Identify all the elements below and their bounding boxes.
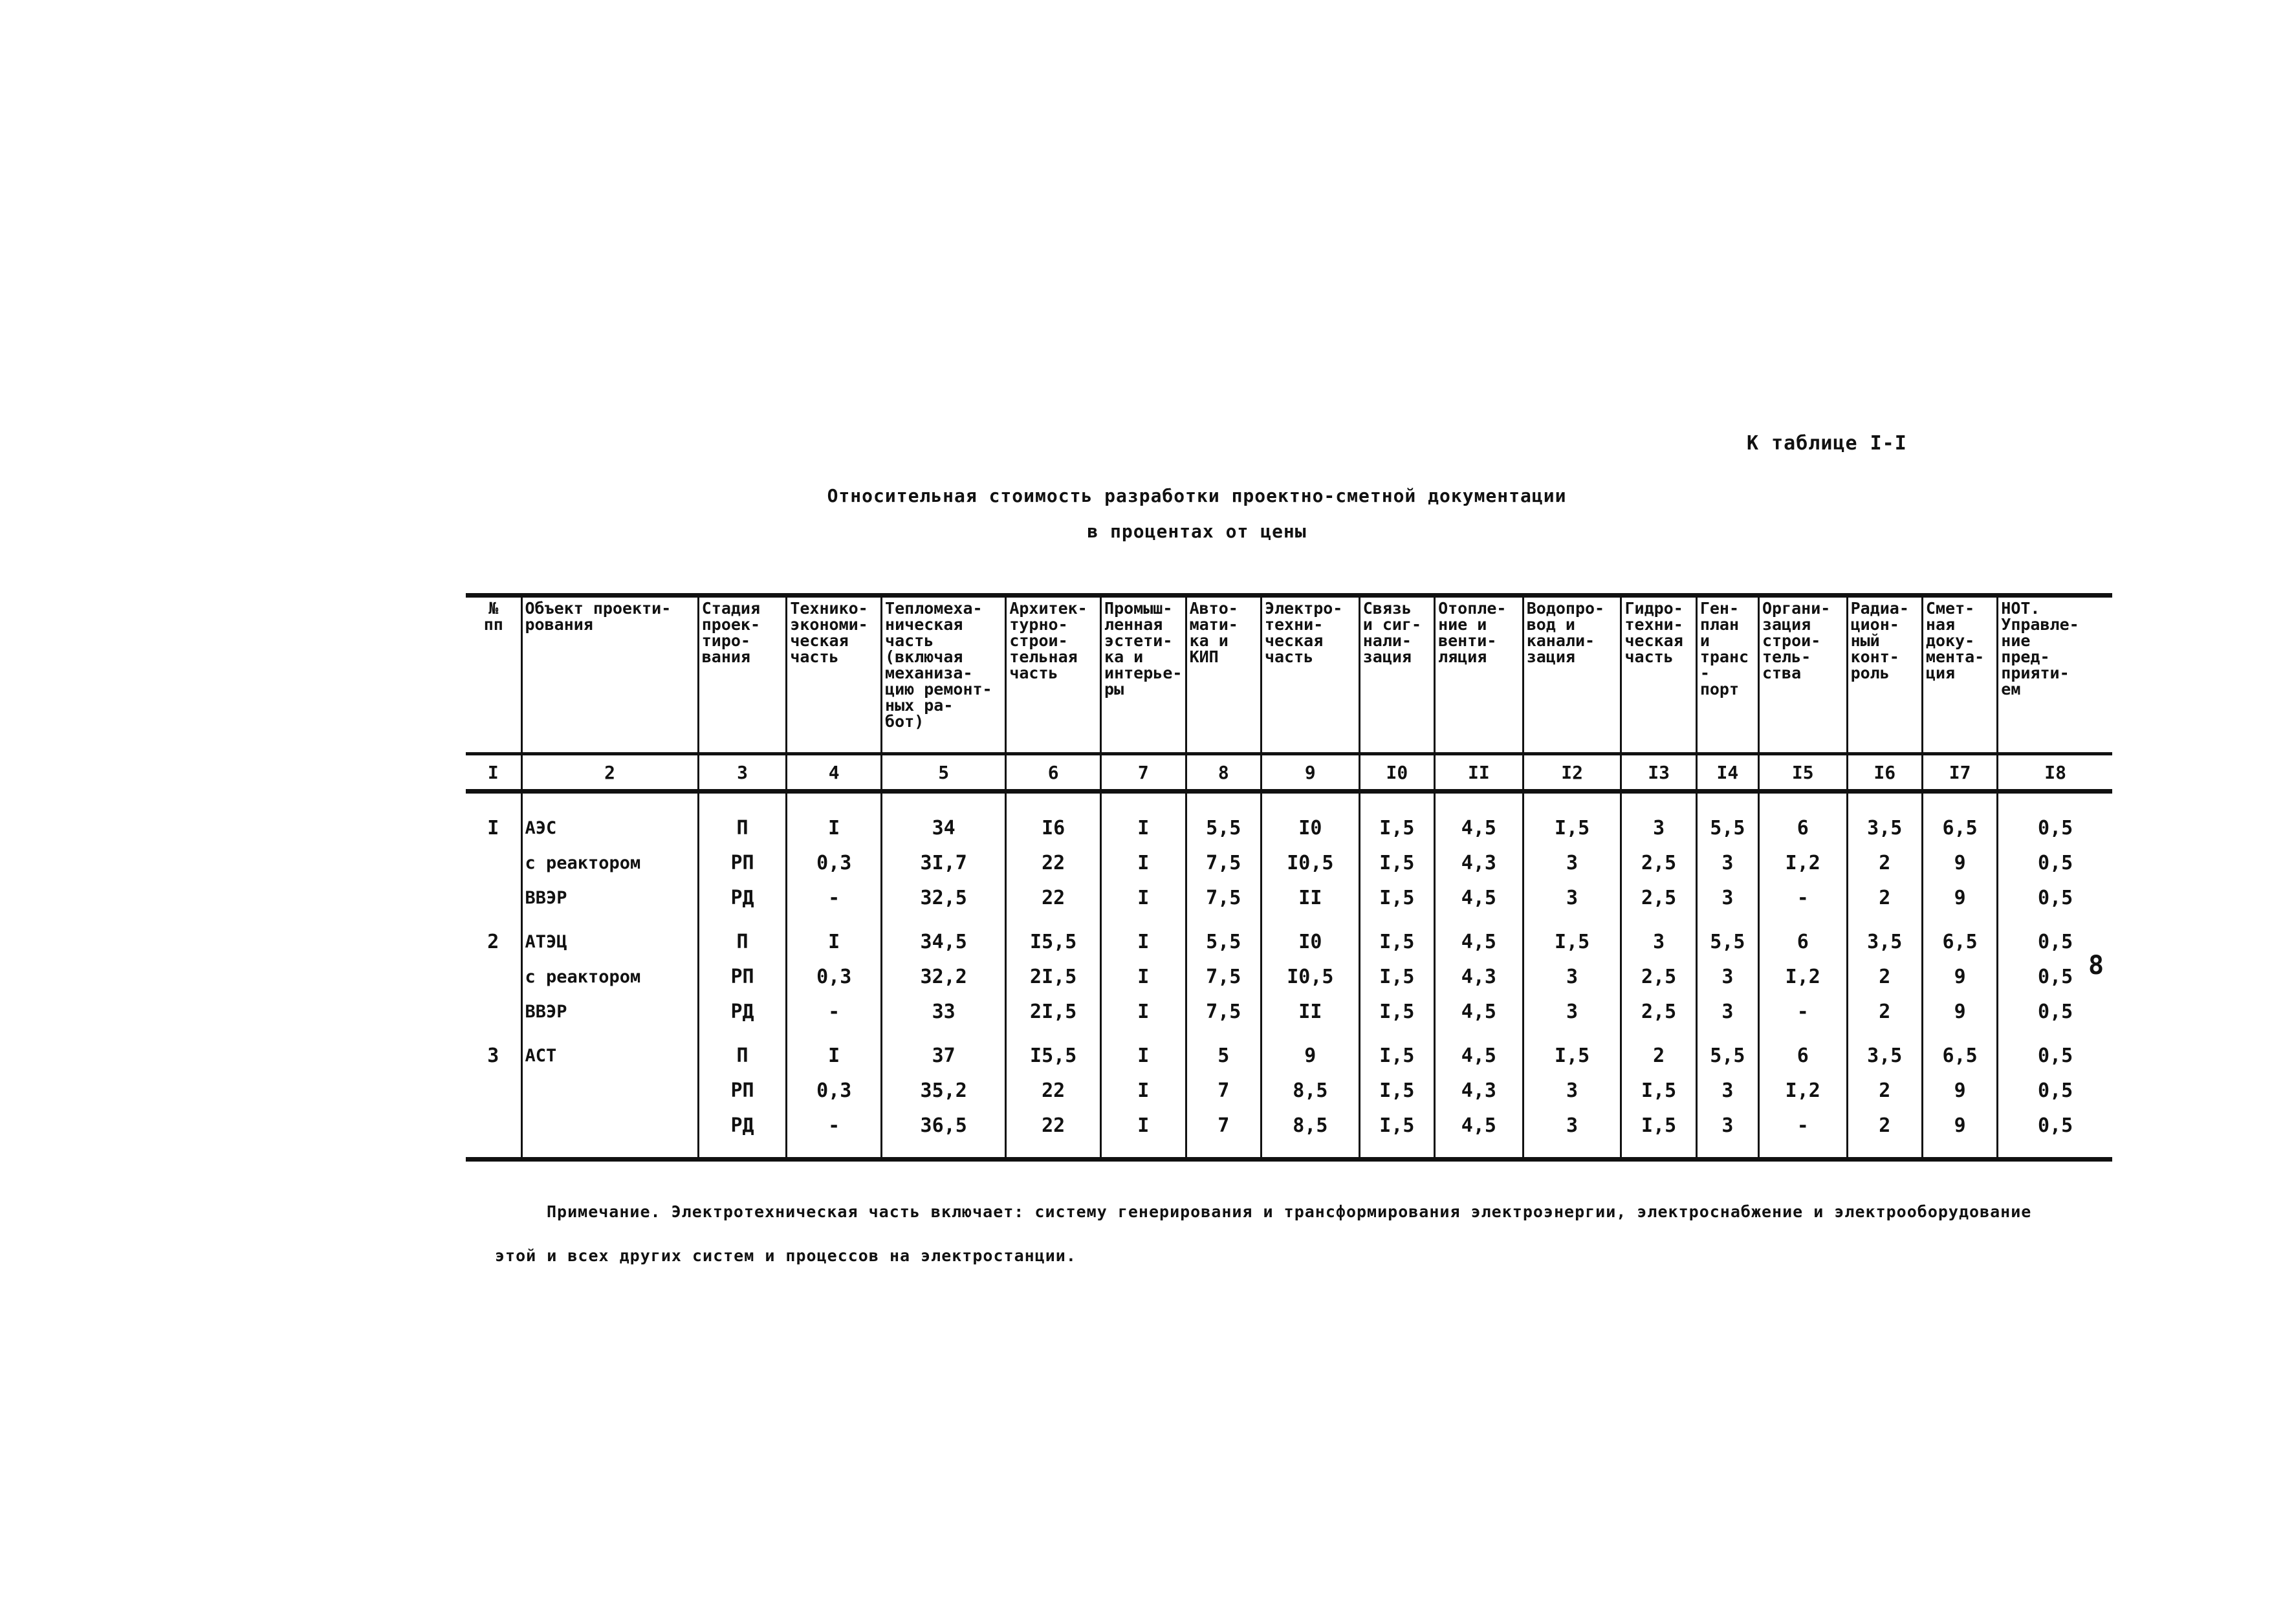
table-cell: 5 — [1186, 1029, 1261, 1073]
table-cell: - — [1758, 994, 1847, 1029]
table-cell: 22 — [1006, 1108, 1101, 1160]
footnote-line: Примечание. Электротехническая часть включает: систему генерирования и трансформирования электроэнергии, электроснабжение и электрооборудование — [547, 1202, 2032, 1221]
table-row — [466, 845, 2112, 880]
column-header: НОТ. Управле- ние пред- прияти- ем — [1998, 596, 2112, 754]
table-cell: II — [1261, 994, 1359, 1029]
table-cell: 2,5 — [1621, 994, 1696, 1029]
table-cell: 0,5 — [1998, 1108, 2112, 1160]
table-cell: I — [1101, 801, 1186, 845]
table-cell — [466, 1108, 521, 1160]
column-header: Органи- зация строи- тель- ства — [1758, 596, 1847, 754]
table-cell: 3 — [1696, 1108, 1758, 1160]
table-cell: 2 — [1847, 1073, 1922, 1108]
footnote-line: этой и всех других систем и процессов на электростанции. — [495, 1246, 1076, 1265]
cost-table — [466, 593, 2112, 1162]
table-cell: 9 — [1922, 880, 1997, 915]
column-number: 7 — [1101, 754, 1186, 792]
table-cell: 6 — [1758, 801, 1847, 845]
table-cell: 4,5 — [1435, 1108, 1524, 1160]
table-cell: 0,5 — [1998, 801, 2112, 845]
table-cell: I,5 — [1359, 1029, 1434, 1073]
table-cell: I,5 — [1523, 1029, 1621, 1073]
table-cell: 37 — [882, 1029, 1006, 1073]
object-cell — [521, 1108, 698, 1160]
table-cell: 9 — [1922, 994, 1997, 1029]
column-header: Авто- мати- ка и КИП — [1186, 596, 1261, 754]
table-cell: 3 — [1696, 880, 1758, 915]
table-cell: 3 — [1523, 994, 1621, 1029]
table-row — [466, 1108, 2112, 1160]
table-cell: 3 — [1696, 1073, 1758, 1108]
table-cell: 3 — [1621, 801, 1696, 845]
column-number: 5 — [882, 754, 1006, 792]
table-cell: РП — [698, 959, 787, 994]
column-number: I6 — [1847, 754, 1922, 792]
column-header: № пп — [466, 596, 521, 754]
table-cell: I — [1101, 880, 1186, 915]
table-cell — [466, 880, 521, 915]
table-cell: 4,3 — [1435, 1073, 1524, 1108]
table-cell: 6,5 — [1922, 801, 1997, 845]
table-cell: 0,5 — [1998, 1029, 2112, 1073]
column-number: I — [466, 754, 521, 792]
column-number: I0 — [1359, 754, 1434, 792]
table-cell: 3 — [1523, 1073, 1621, 1108]
table-cell: I5,5 — [1006, 1029, 1101, 1073]
table-cell: 0,5 — [1998, 845, 2112, 880]
column-number: I4 — [1696, 754, 1758, 792]
table-cell: I — [787, 1029, 882, 1073]
table-cell: 3,5 — [1847, 801, 1922, 845]
table-cell: I,2 — [1758, 1073, 1847, 1108]
table-cell: I,2 — [1758, 959, 1847, 994]
table-cell: 33 — [882, 994, 1006, 1029]
table-cell: 7 — [1186, 1073, 1261, 1108]
table-cell: - — [1758, 1108, 1847, 1160]
table-cell: I — [1101, 1108, 1186, 1160]
document-title: Относительная стоимость разработки проектно-сметной документации — [827, 485, 1567, 506]
header-row — [466, 596, 2112, 754]
table-cell: I — [1101, 1073, 1186, 1108]
table-cell: 4,3 — [1435, 959, 1524, 994]
table-cell: I,5 — [1523, 915, 1621, 959]
table-cell: 4,5 — [1435, 994, 1524, 1029]
table-cell: 2,5 — [1621, 880, 1696, 915]
table-cell: I,5 — [1359, 801, 1434, 845]
table-cell: 7,5 — [1186, 959, 1261, 994]
column-number: I7 — [1922, 754, 1997, 792]
column-number-row — [466, 754, 2112, 792]
table-cell: 35,2 — [882, 1073, 1006, 1108]
table-row — [466, 959, 2112, 994]
table-cell: 3 — [1523, 845, 1621, 880]
table-cell: 4,5 — [1435, 1029, 1524, 1073]
object-cell: ВВЭР — [521, 880, 698, 915]
table-cell: 0,5 — [1998, 880, 2112, 915]
table-cell: 32,2 — [882, 959, 1006, 994]
table-cell: П — [698, 915, 787, 959]
table-cell: I — [1101, 994, 1186, 1029]
table-body — [466, 792, 2112, 1160]
table-cell: 5,5 — [1186, 801, 1261, 845]
table-cell: I,5 — [1359, 994, 1434, 1029]
column-number: I8 — [1998, 754, 2112, 792]
column-header: Архитек- турно- строи- тельная часть — [1006, 596, 1101, 754]
column-header: Гидро- техни- ческая часть — [1621, 596, 1696, 754]
table-cell: 2 — [1847, 994, 1922, 1029]
table-cell: I,5 — [1359, 959, 1434, 994]
table-cell: 22 — [1006, 1073, 1101, 1108]
table-cell: 2I,5 — [1006, 994, 1101, 1029]
table-cell: 0,3 — [787, 959, 882, 994]
table-cell: 34,5 — [882, 915, 1006, 959]
column-header: Смет- ная доку- мента- ция — [1922, 596, 1997, 754]
table-cell: 3 — [1696, 959, 1758, 994]
table-cell: I6 — [1006, 801, 1101, 845]
table-cell: 0,5 — [1998, 915, 2112, 959]
table-cell: - — [787, 880, 882, 915]
column-header: Технико- экономи- ческая часть — [787, 596, 882, 754]
column-number: II — [1435, 754, 1524, 792]
table-cell: I — [787, 915, 882, 959]
table-cell: I — [487, 816, 499, 839]
column-header: Тепломеха- ническая часть (включая механиза- цию ремонт- ных ра- бот) — [882, 596, 1006, 754]
object-cell: ВВЭР — [521, 994, 698, 1029]
column-header: Отопле- ние и венти- ляция — [1435, 596, 1524, 754]
column-number: 2 — [521, 754, 698, 792]
table-cell: I — [1101, 915, 1186, 959]
table-cell: 2 — [1621, 1029, 1696, 1073]
table-cell: I — [787, 801, 882, 845]
footnote — [495, 1190, 2099, 1278]
table-cell: 0,5 — [1998, 959, 2112, 994]
table-cell: 5,5 — [1696, 915, 1758, 959]
table-cell: 4,5 — [1435, 801, 1524, 845]
table-cell: 7,5 — [1186, 994, 1261, 1029]
table-cell: 22 — [1006, 880, 1101, 915]
column-number: 8 — [1186, 754, 1261, 792]
table-cell: 5,5 — [1186, 915, 1261, 959]
column-number: 9 — [1261, 754, 1359, 792]
table-cell: 2,5 — [1621, 845, 1696, 880]
object-cell: АТЭЦ — [521, 915, 698, 959]
column-header: Электро- техни- ческая часть — [1261, 596, 1359, 754]
table-cell: 6,5 — [1922, 1029, 1997, 1073]
table-cell: 3 — [1523, 880, 1621, 915]
object-cell — [521, 1073, 698, 1108]
table-cell: I0,5 — [1261, 959, 1359, 994]
table-cell: РД — [698, 880, 787, 915]
table-cell: 5,5 — [1696, 1029, 1758, 1073]
table-cell: П — [698, 801, 787, 845]
table-cell: 3 — [1696, 845, 1758, 880]
table-cell: 7,5 — [1186, 880, 1261, 915]
table-cell: РП — [698, 845, 787, 880]
column-number: I3 — [1621, 754, 1696, 792]
table-cell: 3I,7 — [882, 845, 1006, 880]
table-cell: 8,5 — [1261, 1073, 1359, 1108]
table-row — [466, 801, 2112, 845]
table-cell: 3 — [1523, 1108, 1621, 1160]
table-cell: 0,5 — [1998, 994, 2112, 1029]
column-header: Связь и сиг- нали- зация — [1359, 596, 1434, 754]
column-header: Стадия проек- тиро- вания — [698, 596, 787, 754]
table-cell — [466, 959, 521, 994]
column-number: 4 — [787, 754, 882, 792]
table-cell: 6 — [1758, 915, 1847, 959]
table-cell: 0,5 — [1998, 1073, 2112, 1108]
table-cell: I,5 — [1523, 801, 1621, 845]
table-row — [466, 880, 2112, 915]
table-cell: РД — [698, 1108, 787, 1160]
table-cell: 3 — [1696, 994, 1758, 1029]
table-cell: 2 — [487, 930, 499, 953]
table-reference: К таблице I-I — [1747, 432, 1907, 455]
table-cell: I,5 — [1359, 1108, 1434, 1160]
table-cell: I5,5 — [1006, 915, 1101, 959]
table-row — [466, 1073, 2112, 1108]
column-number: 3 — [698, 754, 787, 792]
table-cell — [466, 1073, 521, 1108]
table-cell: РД — [698, 994, 787, 1029]
table-cell: 6 — [1758, 1029, 1847, 1073]
table-cell: 0,3 — [787, 1073, 882, 1108]
table-cell: 2 — [1847, 845, 1922, 880]
table-cell: 2 — [1847, 880, 1922, 915]
table-cell: 22 — [1006, 845, 1101, 880]
table-cell: П — [698, 1029, 787, 1073]
table-cell: 9 — [1922, 845, 1997, 880]
table-cell: 32,5 — [882, 880, 1006, 915]
column-number: I5 — [1758, 754, 1847, 792]
table-cell: 6,5 — [1922, 915, 1997, 959]
table-cell: 5,5 — [1696, 801, 1758, 845]
table-cell: 9 — [1922, 1073, 1997, 1108]
table-cell: 0,3 — [787, 845, 882, 880]
table-cell: 7,5 — [1186, 845, 1261, 880]
table-cell: 3 — [1621, 915, 1696, 959]
table-cell: 4,3 — [1435, 845, 1524, 880]
table-row — [466, 1029, 2112, 1073]
table-cell: 9 — [1261, 1029, 1359, 1073]
table-cell: I,5 — [1359, 1073, 1434, 1108]
table-cell: - — [1758, 880, 1847, 915]
column-header: Ген- план и транс- порт — [1696, 596, 1758, 754]
table-row — [466, 994, 2112, 1029]
table-cell: 7 — [1186, 1108, 1261, 1160]
table-cell: 2,5 — [1621, 959, 1696, 994]
page-number: 8 — [2088, 951, 2104, 980]
table-cell: I,5 — [1359, 915, 1434, 959]
table-cell: 2I,5 — [1006, 959, 1101, 994]
table-cell: 4,5 — [1435, 915, 1524, 959]
table-cell: I — [1101, 959, 1186, 994]
table-cell — [466, 994, 521, 1029]
table-cell: 2 — [1847, 1108, 1922, 1160]
table-cell: 8,5 — [1261, 1108, 1359, 1160]
table-cell — [466, 845, 521, 880]
table-cell: - — [787, 1108, 882, 1160]
object-cell: АЭС — [521, 801, 698, 845]
table-cell: 4,5 — [1435, 880, 1524, 915]
column-header: Промыш- ленная эстети- ка и интерье- ры — [1101, 596, 1186, 754]
object-cell: с реактором — [521, 845, 698, 880]
table-cell: 9 — [1922, 1108, 1997, 1160]
table-cell: 3,5 — [1847, 1029, 1922, 1073]
table-cell: I0 — [1261, 915, 1359, 959]
table-cell: 2 — [1847, 959, 1922, 994]
column-number: I2 — [1523, 754, 1621, 792]
table-cell: I — [1101, 845, 1186, 880]
table-cell: I0,5 — [1261, 845, 1359, 880]
table-cell: I,5 — [1359, 845, 1434, 880]
column-header: Радиа- цион- ный конт- роль — [1847, 596, 1922, 754]
object-cell: с реактором — [521, 959, 698, 994]
document-subtitle: в процентах от цены — [1087, 521, 1307, 542]
table-cell: - — [787, 994, 882, 1029]
table-cell: 3,5 — [1847, 915, 1922, 959]
table-cell: I0 — [1261, 801, 1359, 845]
table-cell: I,5 — [1621, 1108, 1696, 1160]
table-cell: 34 — [882, 801, 1006, 845]
column-header: Водопро- вод и канали- зация — [1523, 596, 1621, 754]
table-cell: 3 — [487, 1044, 499, 1067]
table-cell: 3 — [1523, 959, 1621, 994]
table-cell: 9 — [1922, 959, 1997, 994]
table-cell: II — [1261, 880, 1359, 915]
table-cell: РП — [698, 1073, 787, 1108]
table-cell: I,2 — [1758, 845, 1847, 880]
object-cell: АСТ — [521, 1029, 698, 1073]
column-number: 6 — [1006, 754, 1101, 792]
column-header: Объект проекти- рования — [521, 596, 698, 754]
table-cell: I,5 — [1359, 880, 1434, 915]
table-cell: 36,5 — [882, 1108, 1006, 1160]
table-cell: I,5 — [1621, 1073, 1696, 1108]
table-row — [466, 915, 2112, 959]
table-cell: I — [1101, 1029, 1186, 1073]
